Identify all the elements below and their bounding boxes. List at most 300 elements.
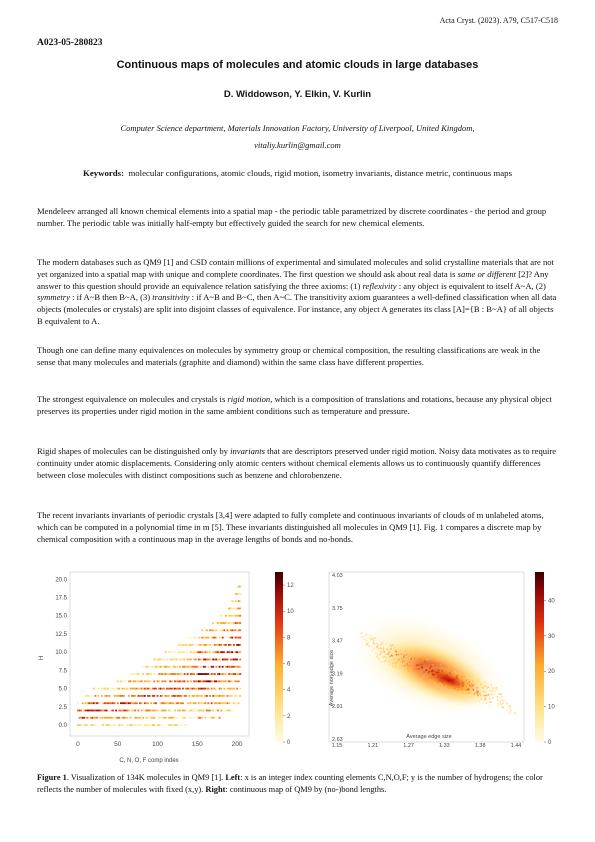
- density-cell: [417, 668, 418, 669]
- left-x-tick-label: 50: [114, 741, 122, 748]
- density-cell: [409, 661, 410, 662]
- left-data-point: [209, 710, 211, 712]
- density-cell: [377, 644, 378, 645]
- density-cell: [444, 684, 445, 685]
- left-data-point: [228, 615, 230, 617]
- left-data-point: [208, 680, 210, 682]
- density-cell: [391, 646, 392, 647]
- right-colorbar-ticks: [544, 598, 555, 746]
- left-data-point: [192, 644, 194, 646]
- left-data-point: [179, 644, 181, 646]
- left-data-point: [168, 702, 170, 704]
- left-data-point: [220, 637, 222, 639]
- left-data-point: [103, 688, 105, 690]
- left-data-point: [141, 695, 143, 697]
- left-data-point: [98, 695, 100, 697]
- left-data-point: [91, 717, 93, 719]
- left-data-point: [166, 702, 168, 704]
- left-data-point: [188, 644, 190, 646]
- left-data-point: [166, 695, 168, 697]
- density-cell: [436, 672, 437, 673]
- left-data-point: [239, 629, 241, 631]
- left-data-point: [179, 688, 181, 690]
- left-data-point: [206, 651, 208, 653]
- left-data-point: [130, 673, 132, 675]
- email: vitaliy.kurlin@gmail.com: [254, 140, 341, 150]
- left-data-point: [201, 688, 203, 690]
- left-y-tick-label: 20.0: [55, 577, 67, 584]
- left-data-point: [222, 615, 224, 617]
- left-data-point: [238, 644, 240, 646]
- left-data-point: [180, 724, 182, 726]
- left-data-point: [209, 695, 211, 697]
- left-data-point: [179, 673, 181, 675]
- left-data-point: [163, 702, 165, 704]
- left-data-point: [187, 666, 189, 668]
- left-data-point: [211, 702, 213, 704]
- left-data-point: [239, 673, 241, 675]
- left-data-point: [85, 724, 87, 726]
- left-y-tick-label: 2.5: [58, 704, 67, 711]
- density-cell: [391, 655, 392, 656]
- left-data-point: [227, 710, 229, 712]
- left-data-point: [204, 673, 206, 675]
- left-data-point: [158, 717, 160, 719]
- left-data-point: [130, 717, 132, 719]
- left-data-point: [217, 680, 219, 682]
- left-data-point: [223, 644, 225, 646]
- left-data-point: [158, 724, 160, 726]
- left-data-point: [163, 680, 165, 682]
- density-cell: [439, 680, 440, 681]
- density-cell: [423, 657, 424, 658]
- left-data-point: [239, 659, 241, 661]
- left-data-point: [185, 695, 187, 697]
- density-cell: [501, 694, 502, 695]
- left-data-point: [238, 622, 240, 624]
- left-data-point: [110, 702, 112, 704]
- left-data-point: [101, 724, 103, 726]
- left-data-point: [209, 659, 211, 661]
- left-data-point: [173, 688, 175, 690]
- density-cell: [377, 654, 378, 655]
- left-data-point: [87, 695, 89, 697]
- density-cell: [453, 685, 454, 686]
- left-data-point: [217, 673, 219, 675]
- left-data-point: [96, 717, 98, 719]
- left-data-point: [233, 688, 235, 690]
- p2-text-c: : any object is equivalent to itself A~A, (2): [396, 280, 546, 291]
- density-cell: [380, 661, 381, 662]
- left-data-point: [112, 702, 114, 704]
- left-data-point: [176, 688, 178, 690]
- density-cell: [418, 674, 419, 675]
- left-data-point: [115, 695, 117, 697]
- density-cell: [448, 666, 449, 667]
- density-cell: [430, 667, 431, 668]
- left-data-point: [219, 695, 221, 697]
- density-cell: [480, 684, 481, 685]
- p2-text-e: : if A~B and B~C, then A~C. The transitivity axiom guarantees a well-defined classification when all data objects (molecules or crystals) are split into disjoint classes of equivalence. For instance, any object A generates its class [A]={B : B~A} of all objects B equivalent to A.: [37, 292, 557, 326]
- left-data-point: [112, 710, 114, 712]
- left-data-point: [238, 593, 240, 595]
- density-cell: [422, 672, 423, 673]
- left-data-point: [123, 710, 125, 712]
- left-data-point: [203, 680, 205, 682]
- left-colorbar-tick-label: 6: [287, 661, 291, 668]
- density-cell: [492, 690, 493, 691]
- left-data-point: [114, 724, 116, 726]
- left-data-point: [163, 717, 165, 719]
- left-data-point: [206, 629, 208, 631]
- density-cell: [369, 637, 370, 638]
- left-data-point: [134, 673, 136, 675]
- left-data-point: [161, 688, 163, 690]
- density-cell: [418, 655, 419, 656]
- left-data-point: [206, 680, 208, 682]
- left-data-point: [180, 710, 182, 712]
- left-data-point: [138, 688, 140, 690]
- density-cell: [418, 664, 419, 665]
- left-data-point: [117, 688, 119, 690]
- left-data-point: [166, 688, 168, 690]
- left-data-point: [220, 622, 222, 624]
- left-data-point: [138, 717, 140, 719]
- density-cell: [393, 666, 394, 667]
- left-data-point: [136, 717, 138, 719]
- left-data-point: [231, 600, 233, 602]
- left-data-point: [208, 688, 210, 690]
- density-cell: [477, 692, 478, 693]
- left-data-point: [173, 702, 175, 704]
- left-data-point: [131, 695, 133, 697]
- left-data-point: [215, 680, 217, 682]
- left-data-point: [204, 688, 206, 690]
- left-data-point: [145, 688, 147, 690]
- left-data-point: [176, 702, 178, 704]
- left-data-point: [142, 673, 144, 675]
- left-data-point: [165, 651, 167, 653]
- density-cell: [465, 678, 466, 679]
- density-cell: [492, 697, 493, 698]
- density-cell: [395, 647, 396, 648]
- left-data-point: [195, 695, 197, 697]
- density-cell: [458, 679, 459, 680]
- left-data-point: [235, 629, 237, 631]
- left-data-point: [223, 688, 225, 690]
- left-chart: [37, 566, 294, 766]
- left-data-point: [188, 717, 190, 719]
- left-data-point: [153, 680, 155, 682]
- left-data-point: [228, 702, 230, 704]
- left-data-point: [122, 688, 124, 690]
- left-data-point: [211, 673, 213, 675]
- density-cell: [431, 670, 432, 671]
- density-cell: [379, 654, 380, 655]
- left-data-point: [225, 659, 227, 661]
- density-cell: [389, 664, 390, 665]
- left-data-point: [204, 680, 206, 682]
- left-data-point: [131, 724, 133, 726]
- density-cell: [422, 660, 423, 661]
- left-data-point: [85, 710, 87, 712]
- left-data-point: [195, 710, 197, 712]
- right-y-tick-label: 3.19: [332, 671, 343, 678]
- left-data-point: [95, 717, 97, 719]
- left-data-point: [225, 702, 227, 704]
- left-data-point: [155, 724, 157, 726]
- left-data-point: [179, 666, 181, 668]
- density-cell: [431, 677, 432, 678]
- density-cell: [447, 684, 448, 685]
- density-cell: [368, 641, 369, 642]
- density-cell: [510, 710, 511, 711]
- density-cell: [382, 656, 383, 657]
- left-data-point: [196, 673, 198, 675]
- left-data-point: [160, 702, 162, 704]
- left-data-point: [136, 680, 138, 682]
- left-data-point: [83, 710, 85, 712]
- density-cell: [366, 634, 367, 635]
- left-x-tick-label: 0: [76, 741, 80, 748]
- left-data-point: [177, 673, 179, 675]
- left-data-point: [125, 702, 127, 704]
- left-data-point: [173, 651, 175, 653]
- left-data-point: [155, 702, 157, 704]
- left-data-point: [152, 688, 154, 690]
- density-cell: [462, 689, 463, 690]
- paragraph-6: The recent invariants invariants of periodic crystals [3,4] were adapted to fully complete and continuous invariants of clouds of m unlabeled atoms, which can be computed in a polynomial time in m [5]. These invariants distinguished all molecules in QM9 [1]. Fig. 1 compares a discrete map by chemical composition with a continuous map in the average lengths of bonds and no-bonds.: [37, 510, 544, 544]
- left-data-point: [103, 724, 105, 726]
- left-data-point: [99, 717, 101, 719]
- left-data-point: [90, 702, 92, 704]
- left-data-point: [212, 680, 214, 682]
- left-data-point: [104, 695, 106, 697]
- left-data-point: [208, 710, 210, 712]
- density-cell: [475, 683, 476, 684]
- density-cell: [501, 697, 502, 698]
- left-data-point: [145, 680, 147, 682]
- left-data-point: [184, 710, 186, 712]
- left-data-point: [193, 673, 195, 675]
- left-data-point: [138, 673, 140, 675]
- left-data-point: [163, 673, 165, 675]
- left-data-point: [219, 680, 221, 682]
- density-cell: [421, 656, 422, 657]
- left-data-point: [177, 680, 179, 682]
- left-data-point: [239, 593, 241, 595]
- left-data-point: [177, 702, 179, 704]
- left-data-point: [231, 622, 233, 624]
- left-data-point: [233, 615, 235, 617]
- density-cell: [477, 695, 478, 696]
- left-data-point: [128, 724, 130, 726]
- left-data-point: [93, 688, 95, 690]
- left-data-point: [120, 695, 122, 697]
- density-cell: [478, 678, 479, 679]
- left-data-point: [109, 702, 111, 704]
- density-cell: [509, 709, 510, 710]
- density-cell: [467, 679, 468, 680]
- left-data-point: [171, 724, 173, 726]
- left-colorbar-bar: [275, 572, 283, 742]
- left-data-point: [222, 680, 224, 682]
- left-data-point: [165, 717, 167, 719]
- left-data-point: [208, 644, 210, 646]
- left-data-point: [79, 717, 81, 719]
- left-data-point: [182, 702, 184, 704]
- left-data-point: [168, 695, 170, 697]
- left-data-point: [215, 702, 217, 704]
- left-data-point: [238, 666, 240, 668]
- left-data-point: [198, 659, 200, 661]
- density-cell: [463, 692, 464, 693]
- left-data-point: [160, 695, 162, 697]
- left-data-point: [198, 673, 200, 675]
- left-data-point: [169, 710, 171, 712]
- left-data-point: [130, 702, 132, 704]
- left-data-point: [177, 724, 179, 726]
- density-cell: [396, 662, 397, 663]
- left-data-point: [161, 717, 163, 719]
- left-data-point: [173, 724, 175, 726]
- left-data-point: [201, 629, 203, 631]
- left-data-point: [220, 673, 222, 675]
- left-data-point: [77, 702, 79, 704]
- density-cell: [383, 651, 384, 652]
- left-data-point: [204, 651, 206, 653]
- left-data-point: [204, 666, 206, 668]
- density-cell: [361, 637, 362, 638]
- density-cell: [403, 654, 404, 655]
- left-data-point: [208, 666, 210, 668]
- density-cell: [370, 638, 371, 639]
- left-data-point: [134, 680, 136, 682]
- left-data-point: [239, 615, 241, 617]
- left-data-point: [239, 586, 241, 588]
- left-data-point: [176, 659, 178, 661]
- density-cell: [442, 678, 443, 679]
- left-data-point: [223, 710, 225, 712]
- left-data-point: [231, 666, 233, 668]
- left-colorbar-tick-label: 0: [287, 740, 291, 746]
- left-data-point: [165, 666, 167, 668]
- density-cell: [485, 682, 486, 683]
- p2-text-a: The modern databases such as QM9 [1] and CSD contain millions of experimental and simulated molecules and solid crystalline materials that are not yet organized into a spatial map with unique and complete coordinates. The first question we should ask about real data is: [37, 257, 554, 279]
- density-cell: [457, 675, 458, 676]
- density-cell: [467, 689, 468, 690]
- left-data-point: [195, 666, 197, 668]
- left-data-point: [118, 710, 120, 712]
- density-cell: [373, 639, 374, 640]
- left-data-point: [223, 651, 225, 653]
- density-cell: [385, 657, 386, 658]
- density-cell: [453, 679, 454, 680]
- left-data-point: [185, 651, 187, 653]
- left-data-point: [138, 710, 140, 712]
- left-data-point: [182, 717, 184, 719]
- density-cell: [492, 691, 493, 692]
- density-cell: [437, 677, 438, 678]
- left-data-point: [83, 702, 85, 704]
- density-cell: [461, 681, 462, 682]
- left-data-point: [131, 688, 133, 690]
- left-data-point: [136, 673, 138, 675]
- density-cell: [440, 664, 441, 665]
- density-cell: [446, 675, 447, 676]
- left-data-point: [222, 666, 224, 668]
- density-cell: [362, 636, 363, 637]
- left-data-point: [195, 637, 197, 639]
- paragraph-4: [37, 394, 558, 418]
- left-data-point: [150, 710, 152, 712]
- left-data-point: [174, 717, 176, 719]
- left-data-point: [204, 659, 206, 661]
- left-data-point: [173, 659, 175, 661]
- density-cell: [373, 643, 374, 644]
- left-data-point: [182, 644, 184, 646]
- left-data-point: [239, 688, 241, 690]
- left-data-point: [131, 680, 133, 682]
- density-cell: [421, 666, 422, 667]
- left-data-point: [235, 593, 237, 595]
- left-data-point: [208, 673, 210, 675]
- left-data-point: [171, 651, 173, 653]
- left-data-point: [180, 702, 182, 704]
- affiliation-block: [40, 120, 555, 154]
- left-data-point: [133, 673, 135, 675]
- left-data-point: [117, 717, 119, 719]
- left-data-point: [147, 688, 149, 690]
- left-data-point: [212, 622, 214, 624]
- right-colorbar-tick-label: 10: [548, 704, 555, 711]
- left-data-point: [141, 680, 143, 682]
- left-data-point: [208, 637, 210, 639]
- density-cell: [390, 645, 391, 646]
- left-data-point: [203, 659, 205, 661]
- left-data-point: [185, 717, 187, 719]
- density-cell: [384, 656, 385, 657]
- left-data-point: [128, 680, 130, 682]
- left-data-point: [217, 659, 219, 661]
- left-data-point: [220, 651, 222, 653]
- density-cell: [497, 705, 498, 706]
- left-data-point: [198, 710, 200, 712]
- density-cell: [428, 664, 429, 665]
- left-data-point: [211, 688, 213, 690]
- density-cell: [443, 677, 444, 678]
- left-data-point: [171, 688, 173, 690]
- p2-italic-4: transitivity: [152, 292, 190, 303]
- left-data-point: [239, 637, 241, 639]
- left-y-tick-label: 0.0: [58, 723, 67, 730]
- density-cell: [484, 697, 485, 698]
- left-data-point: [201, 702, 203, 704]
- left-data-point: [200, 673, 202, 675]
- left-data-point: [230, 637, 232, 639]
- left-data-point: [169, 673, 171, 675]
- left-data-point: [214, 717, 216, 719]
- density-cell: [374, 648, 375, 649]
- density-cell: [463, 682, 464, 683]
- left-data-point: [122, 717, 124, 719]
- density-cell: [412, 673, 413, 674]
- density-cell: [455, 671, 456, 672]
- left-data-point: [188, 702, 190, 704]
- density-cell: [395, 663, 396, 664]
- density-cell: [442, 670, 443, 671]
- density-cell: [401, 653, 402, 654]
